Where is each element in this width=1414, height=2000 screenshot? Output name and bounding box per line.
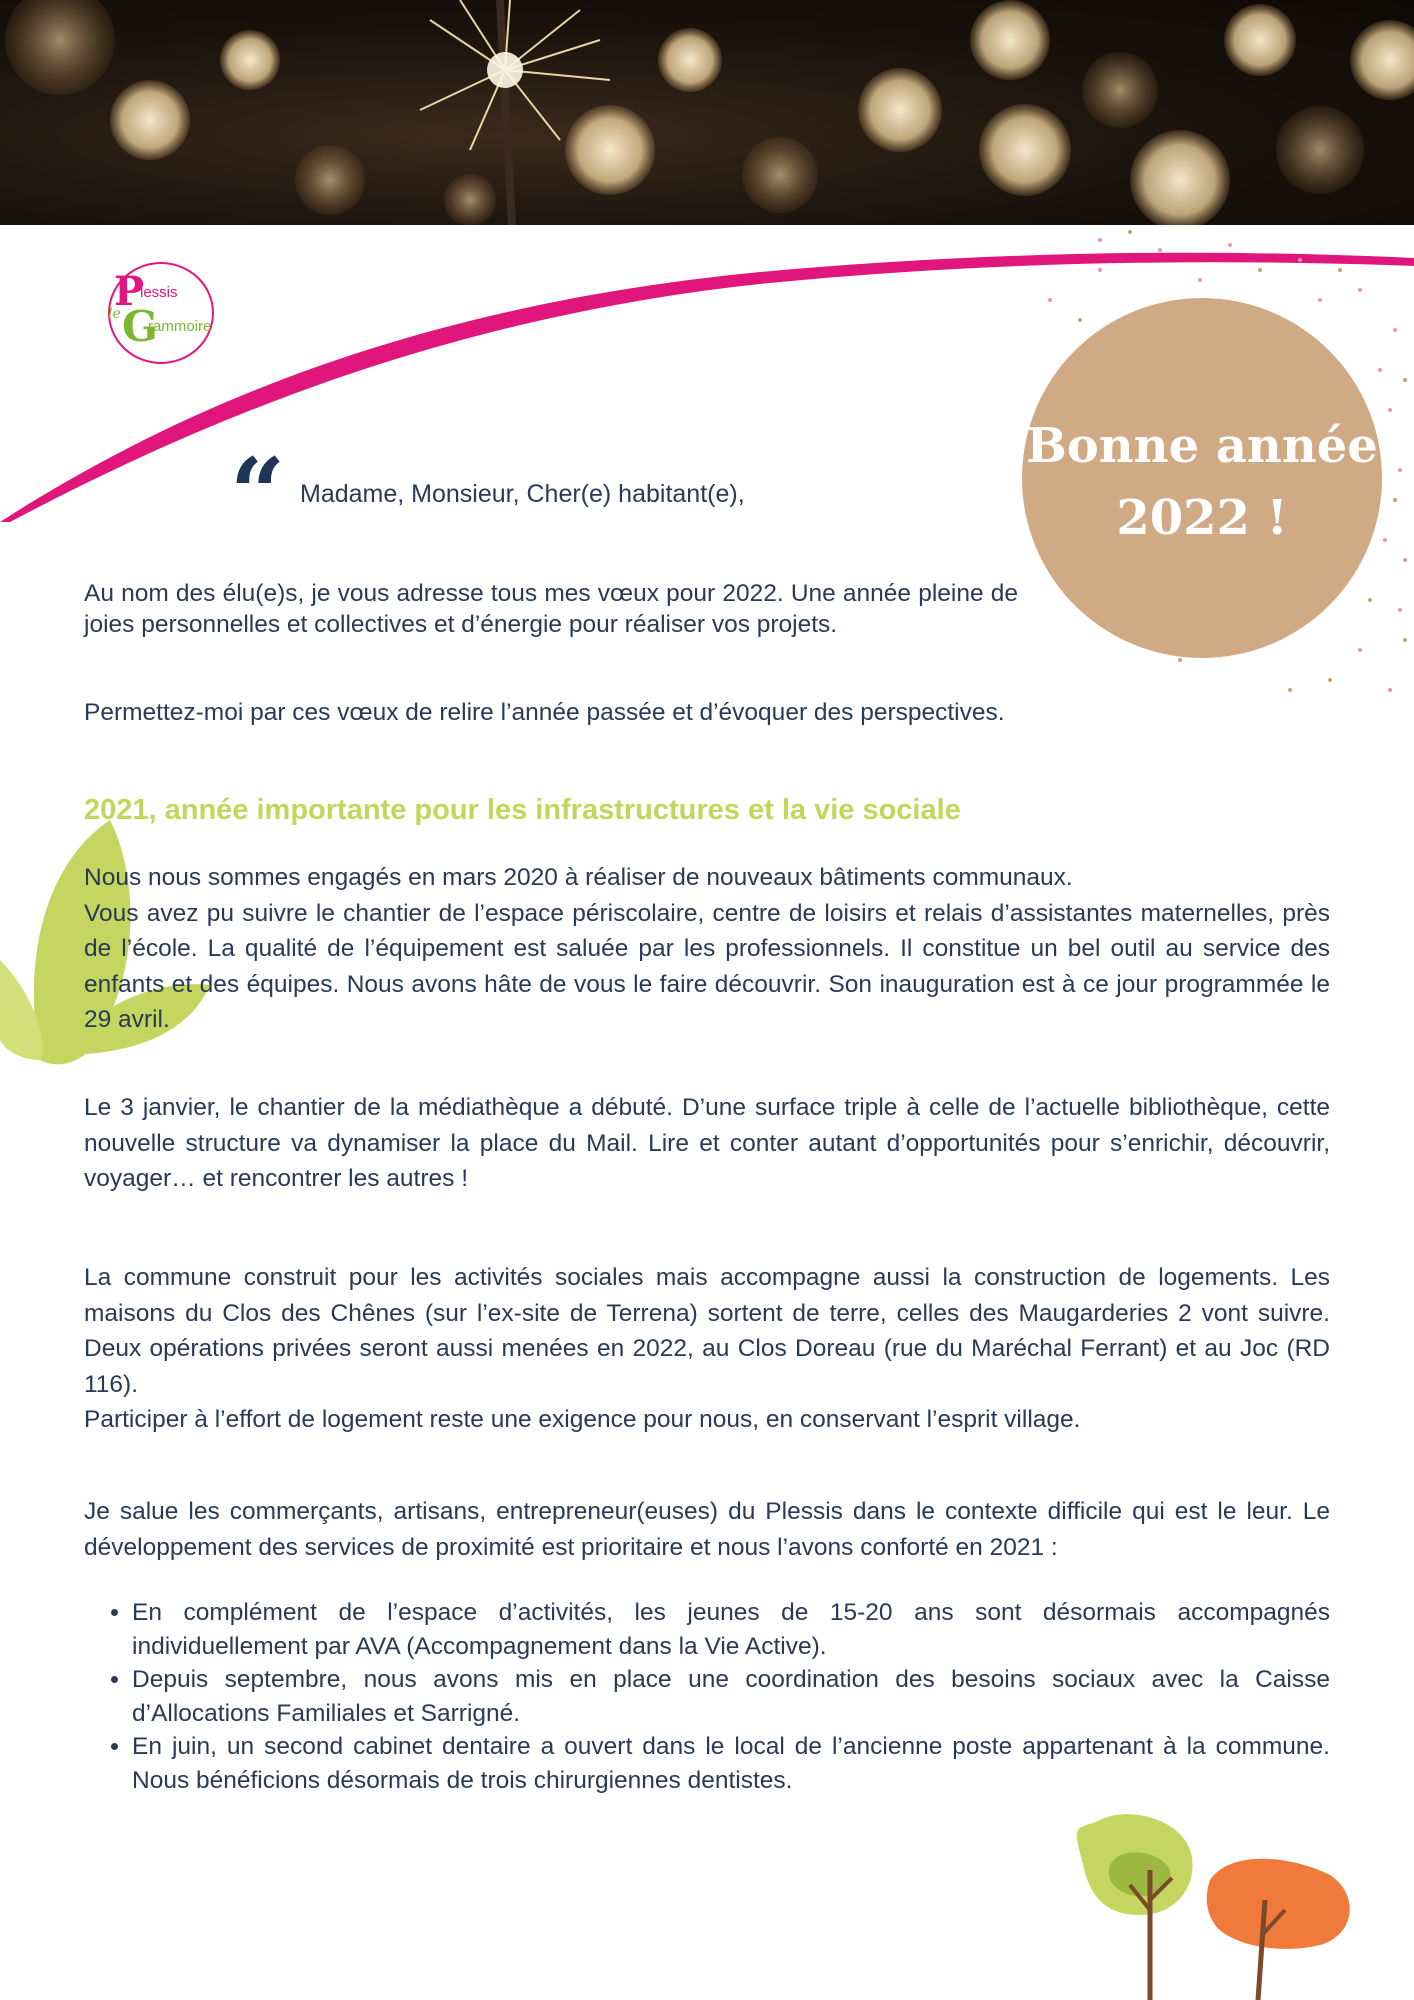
list-item: • En juin, un second cabinet dentaire a ouvert dans le local de l’ancienne poste appartenant à la commune. Nous bénéficions désormais de trois chirurgiennes dentistes. — [132, 1730, 1330, 1797]
section-title: 2021, année importante pour les infrastructures et la vie sociale — [84, 794, 961, 826]
paragraph-mediatheque: Le 3 janvier, le chantier de la médiathèque a débuté. D’une surface triple à celle de l’actuelle bibliothèque, cette nouvelle structure va dynamiser la place du Mail. Lire et conter autant d’opportunités pour s’enrichir, découvrir, voyager… et rencontrer les autres ! — [84, 1094, 1330, 1192]
list-item: • En complément de l’espace d’activités, les jeunes de 15-20 ans sont désormais accompagnés individuellement par AVA (Accompagnement dans la Vie Active). — [132, 1596, 1330, 1663]
logo-le: le — [108, 306, 121, 322]
commune-logo — [96, 258, 246, 368]
paragraph-line: Nous nous sommes engagés en mars 2020 à réaliser de nouveaux bâtiments communaux. — [84, 864, 1073, 891]
logo-p: P — [114, 268, 145, 315]
services-list — [84, 1596, 1330, 1797]
logo-g: G — [122, 302, 158, 351]
trees-illustration — [1077, 1814, 1350, 2000]
paragraph-line: La commune construit pour les activités sociales mais accompagne aussi la construction de logements. Les maisons du Clos des Chênes (sur l’ex-site de Terrena) sortent de terre, celles des Maugarderies 2 vont suivre. Deux opérations privées seront aussi menées en 2022, au Clos Doreau (rue du Maréchal Ferrant) et au Joc (RD 116). — [84, 1264, 1330, 1398]
badge-title: Bonne année 2022 ! — [1026, 418, 1378, 546]
paragraph-commerce: Je salue les commerçants, artisans, entrepreneur(euses) du Plessis dans le contexte difficile qui est le leur. Le développement des services de proximité est prioritaire et nous l’avons conforté en 2021 : — [84, 1498, 1330, 1561]
logo-rammoire: rammoire — [148, 318, 212, 335]
list-item: • Depuis septembre, nous avons mis en place une coordination des besoins sociaux avec la Caisse d’Allocations Familiales et Sarrigné. — [132, 1663, 1330, 1730]
paragraph-line: Participer à l’effort de logement reste une exigence pour nous, en conservant l’esprit village. — [84, 1406, 1081, 1433]
paragraph-line: Vous avez pu suivre le chantier de l’espace périscolaire, centre de loisirs et relais d’assistantes maternelles, près de l’école. La qualité de l’équipement est saluée par les professionnels. Il constitue un bel outil au service des enfants et des équipes. Nous avons hâte de vous le faire découvrir. Son inauguration est à ce jour programmée le 29 avril. — [84, 899, 1330, 1033]
greeting: Madame, Monsieur, Cher(e) habitant(e), — [300, 480, 745, 508]
intro-paragraph-1: Au nom des élu(e)s, je vous adresse tous mes vœux pour 2022. Une année pleine de joies personnelles et collectives et d’énergie pour réaliser vos projets. — [84, 580, 1018, 638]
paragraph-buildings — [84, 860, 1330, 1038]
intro-paragraph-2: Permettez-moi par ces vœux de relire l’année passée et d’évoquer des perspectives. — [84, 699, 1005, 726]
logo-lessis: lessis — [140, 284, 178, 301]
paragraph-housing — [84, 1260, 1330, 1438]
quote-icon: “ — [230, 437, 286, 550]
